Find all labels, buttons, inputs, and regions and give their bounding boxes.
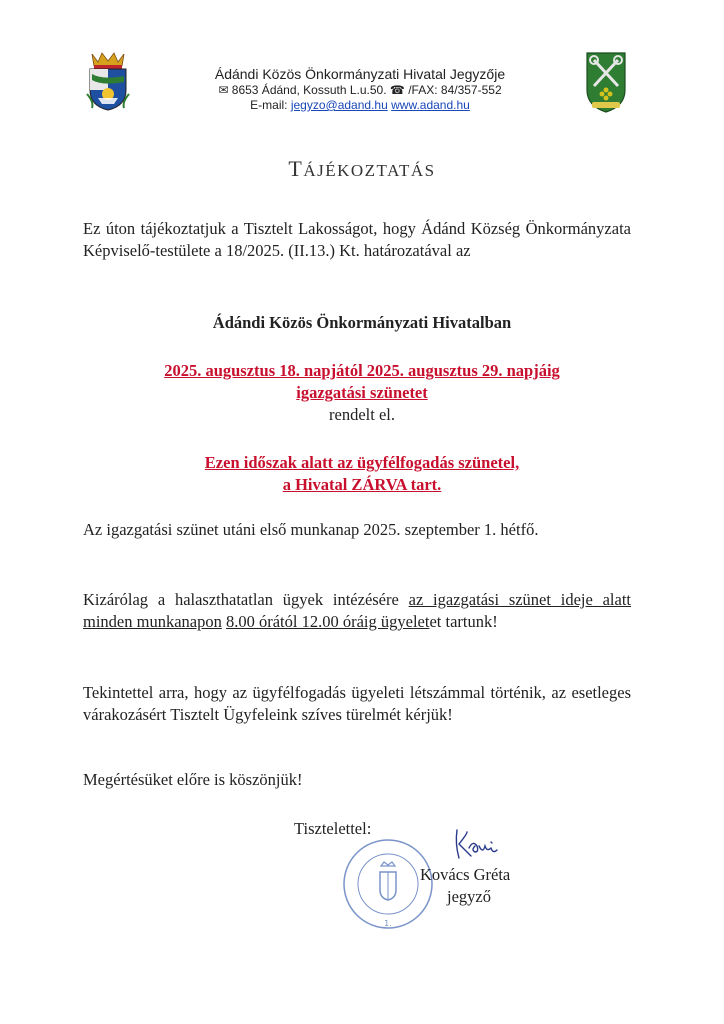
address-line (150, 83, 570, 98)
duty-pre: Kizárólag a halaszthatatlan ügyek intézésére (83, 590, 409, 609)
signatory-role: jegyző (447, 887, 491, 906)
closed-line-1: Ezen időszak alatt az ügyfélfogadás szünetel, (204, 453, 520, 472)
title-rest: ÁJÉKOZTATÁS (303, 161, 436, 180)
signatory-name: Kovács Gréta (420, 865, 511, 884)
title-initial: T (288, 156, 304, 181)
thanks-paragraph: Megértésüket előre is köszönjük! (83, 770, 303, 789)
contact-line (150, 98, 570, 113)
duty-period: az igazgatási szünet ideje alatt minden munkanapon (83, 590, 632, 631)
period-label: igazgatási szünetet (296, 383, 428, 402)
website-link[interactable]: www.adand.hu (391, 98, 470, 112)
period-decreed: rendelt el. (329, 405, 395, 424)
closing-regards: Tisztelettel: (294, 819, 372, 838)
period-dates: 2025. augusztus 18. napjától 2025. augusztus 29. napjáig (164, 361, 560, 380)
email-label: E-mail: (250, 98, 288, 112)
org-name: Ádándi Közös Önkormányzati Hivatal Jegyzője (214, 66, 506, 82)
phone-icon: ☎ (389, 83, 405, 97)
village-shield-icon (584, 50, 628, 114)
letterhead-text (150, 66, 570, 113)
patience-paragraph: Tekintettel arra, hogy az ügyfélfogadás ügyeleti létszámmal történik, az esetleges várakozásért Tisztelt Ügyfeleink szíves türelmét kérjük! (83, 683, 631, 724)
office-name: Ádándi Közös Önkormányzati Hivatalban (212, 313, 512, 332)
phone-fax-text: /FAX: 84/357-552 (408, 83, 502, 97)
email-link[interactable]: jegyzo@adand.hu (290, 98, 388, 112)
intro-paragraph: Ez úton tájékoztatjuk a Tisztelt Lakosságot, hogy Ádánd Község Önkormányzata Képviselő-testülete a 18/2025. (II.13.) Kt. határozatával az (83, 219, 631, 260)
stamp-number: 1. (384, 919, 392, 928)
closed-notice (0, 452, 724, 496)
first-workday-paragraph: Az igazgatási szünet utáni első munkanap 2025. szeptember 1. hétfő. (83, 520, 539, 539)
handwritten-signature (453, 826, 499, 862)
address-text: 8653 Ádánd, Kossuth L.u.50. (231, 83, 387, 97)
envelope-icon: ✉ (218, 83, 229, 97)
document-title (0, 156, 724, 182)
duty-post: et tartunk! (429, 612, 498, 631)
adand-coat-of-arms-icon (86, 50, 130, 112)
duty-paragraph (83, 589, 631, 633)
closed-line-2: a Hivatal ZÁRVA tart. (282, 475, 442, 494)
letterhead (0, 0, 724, 130)
duty-hours: 8.00 órától 12.00 óráig ügyelet (225, 612, 430, 631)
closure-period (0, 360, 724, 426)
